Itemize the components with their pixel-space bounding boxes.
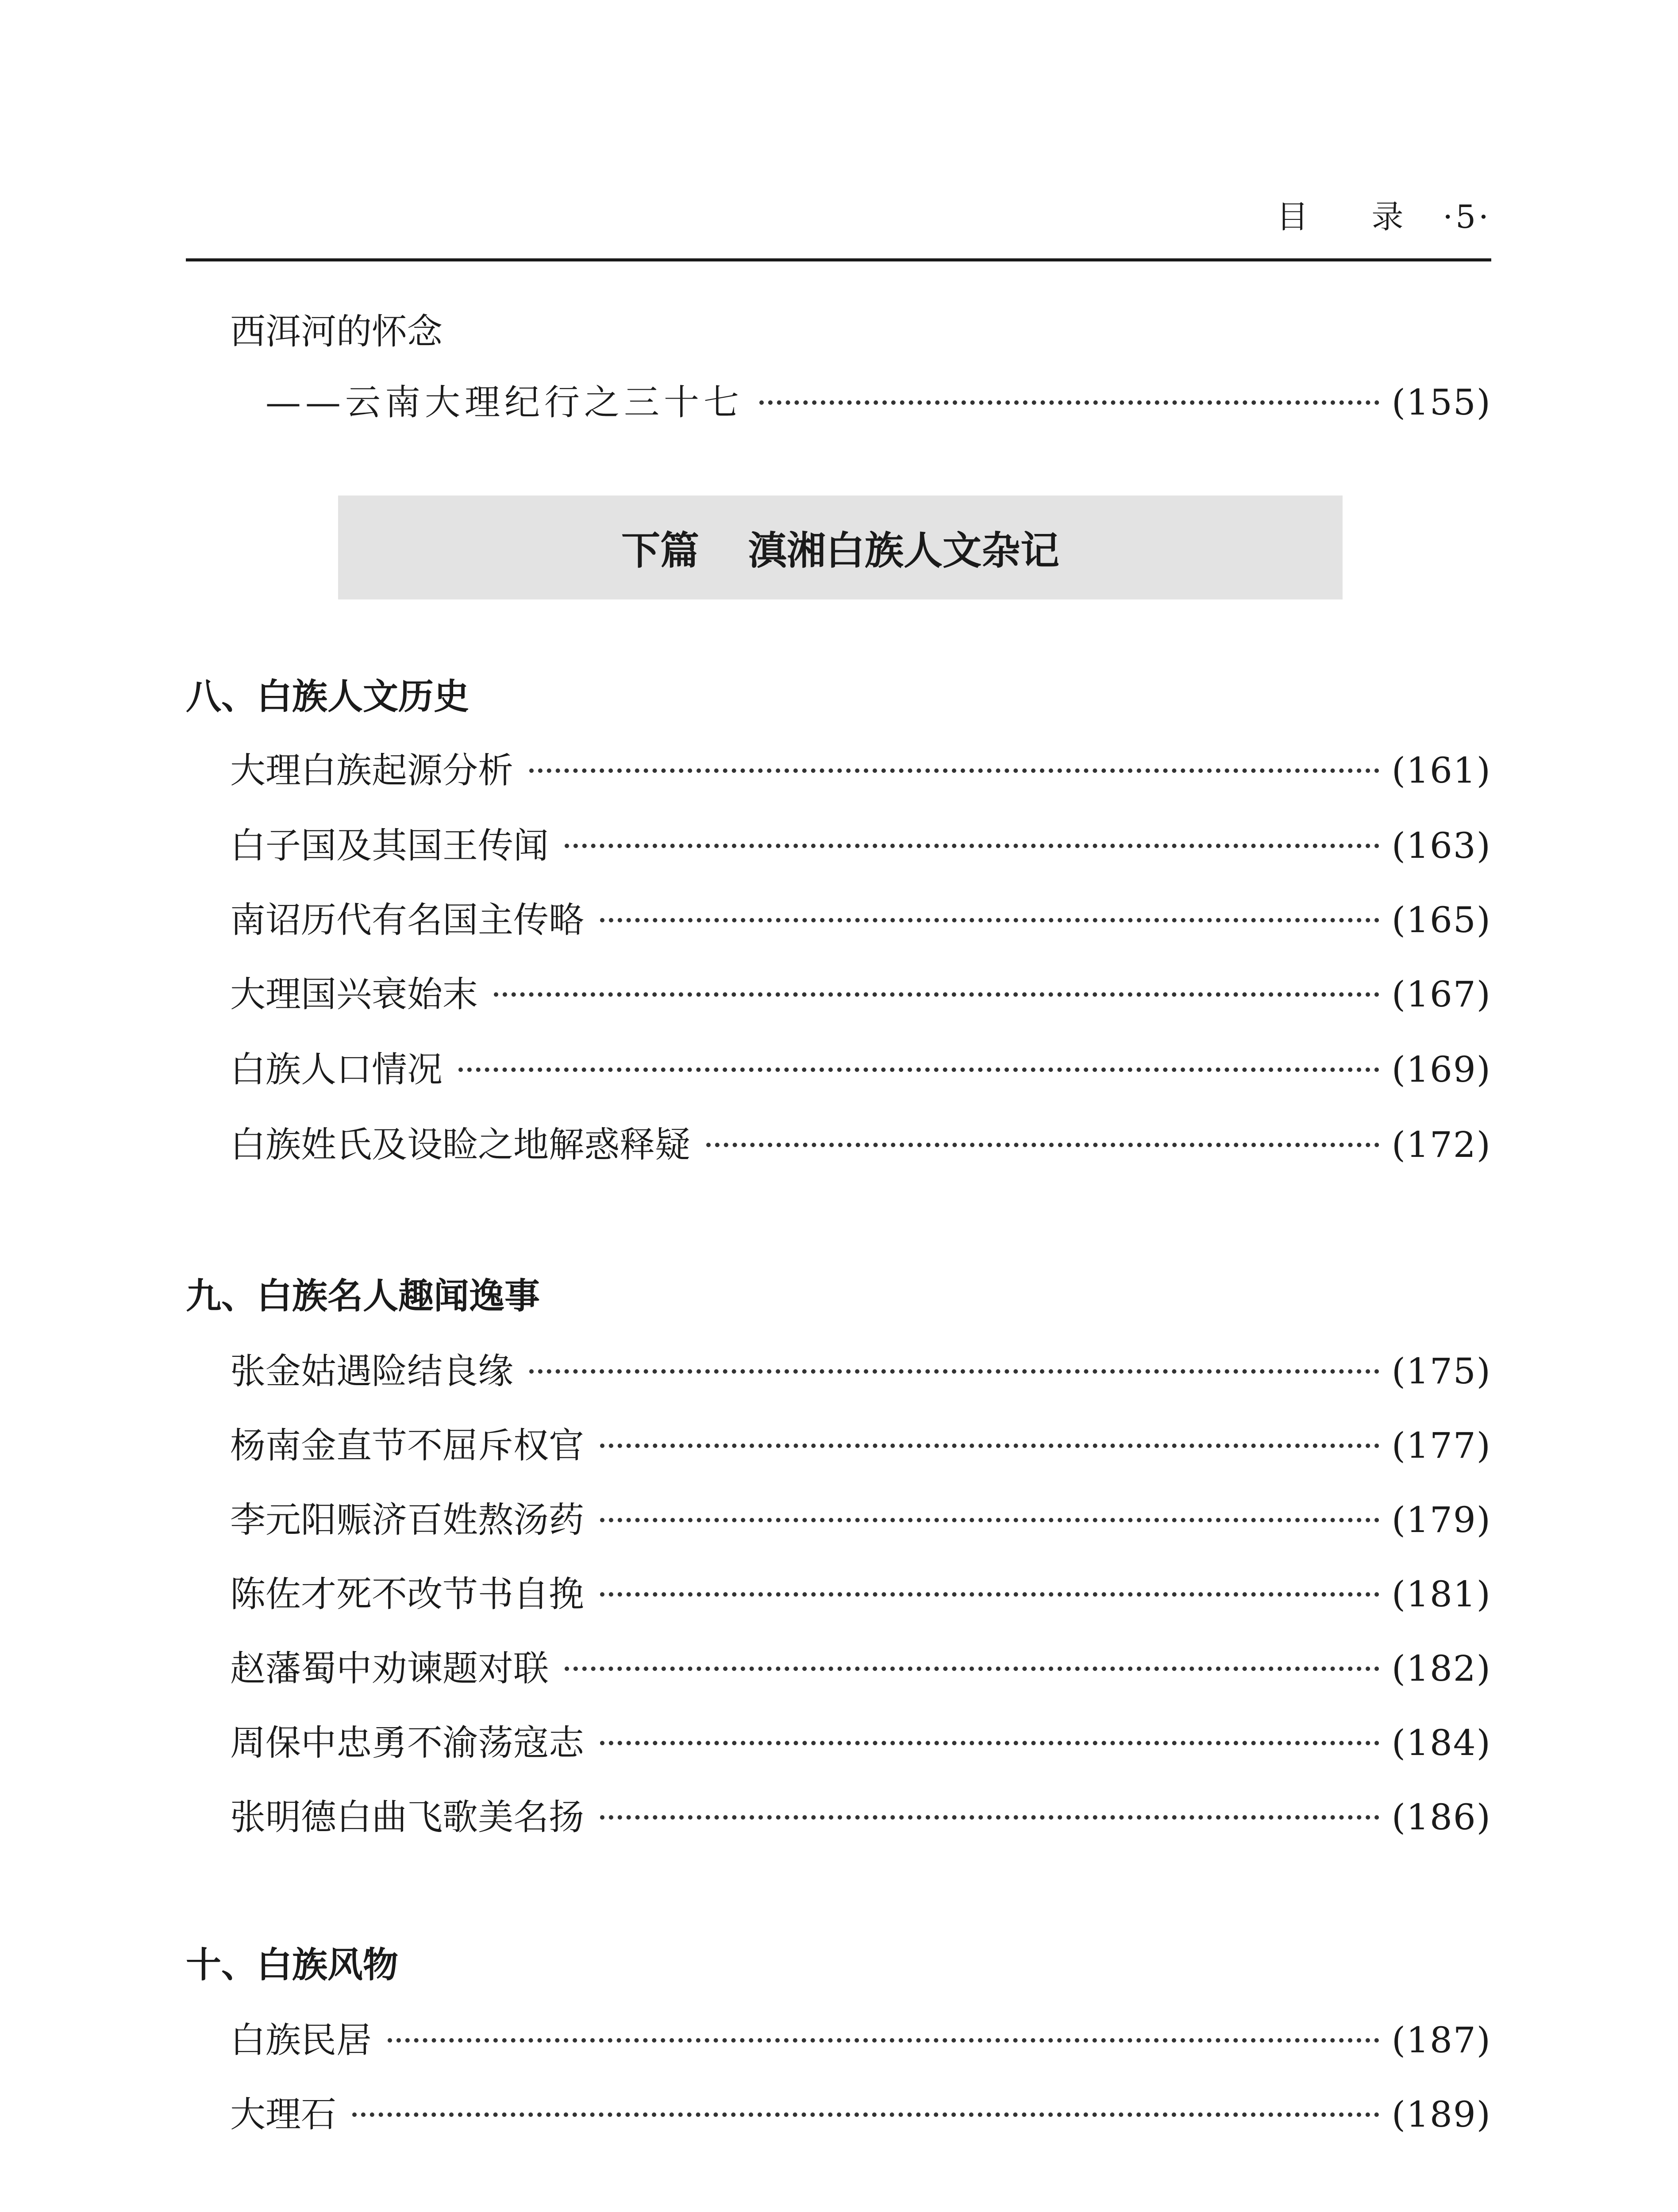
dot-leader — [600, 918, 1379, 922]
toc-page-number: (179) — [1391, 1499, 1491, 1540]
toc-entry[interactable] — [230, 2014, 1491, 2067]
toc-page-number: (189) — [1391, 2094, 1491, 2135]
header-title: 目 录 — [1276, 198, 1430, 235]
toc-entry-title: 张明德白曲飞歌美名扬 — [230, 1797, 584, 1838]
toc-entry-title: 大理国兴衰始末 — [230, 974, 478, 1015]
toc-entry[interactable] — [230, 1345, 1491, 1398]
section-heading: 八、白族人文历史 — [186, 676, 469, 717]
part-label: 下篇 — [621, 527, 699, 573]
toc-entry-title: 白子国及其国王传闻 — [230, 825, 549, 866]
running-header — [0, 195, 1491, 239]
toc-entry[interactable] — [230, 744, 1491, 797]
toc-entry[interactable] — [230, 1568, 1491, 1621]
header-page-number: ·5· — [1443, 198, 1491, 235]
toc-entry[interactable] — [230, 1419, 1491, 1472]
dot-leader — [600, 1518, 1379, 1522]
dot-leader — [600, 1815, 1379, 1820]
dot-leader — [706, 1143, 1379, 1147]
toc-entry-title: 赵藩蜀中劝谏题对联 — [230, 1648, 549, 1689]
toc-entry-title: 南诏历代有名国主传略 — [230, 899, 584, 941]
toc-entry[interactable] — [230, 1642, 1491, 1695]
dot-leader — [600, 1444, 1379, 1448]
dot-leader — [529, 1369, 1379, 1374]
toc-page-number: (181) — [1391, 1574, 1491, 1615]
toc-entry[interactable] — [230, 968, 1491, 1021]
dot-leader — [759, 400, 1379, 405]
toc-entry-title: 大理石 — [230, 2094, 336, 2135]
dot-leader — [600, 1592, 1379, 1597]
toc-entry-title: 张金姑遇险结良缘 — [230, 1351, 513, 1392]
toc-page-number: (165) — [1391, 899, 1491, 941]
dot-leader — [565, 1667, 1379, 1671]
toc-entry-title: 陈佐才死不改节书自挽 — [230, 1574, 584, 1615]
section-heading: 十、白族风物 — [186, 1944, 398, 1985]
dot-leader — [494, 992, 1379, 997]
toc-entry[interactable] — [230, 2088, 1491, 2141]
dot-leader — [352, 2112, 1379, 2117]
toc-page-number: (163) — [1391, 825, 1491, 866]
toc-entry-title[interactable]: 西洱河的怀念 — [230, 311, 443, 352]
toc-page-number: (177) — [1391, 1425, 1491, 1466]
toc-page-number: (169) — [1391, 1049, 1491, 1090]
dot-leader — [565, 844, 1379, 848]
toc-page-number: (187) — [1391, 2020, 1491, 2061]
toc-page-number: (182) — [1391, 1648, 1491, 1689]
toc-entry[interactable] — [230, 819, 1491, 872]
dot-leader — [600, 1741, 1379, 1745]
toc-entry[interactable] — [230, 1118, 1491, 1171]
dot-leader — [458, 1068, 1379, 1072]
toc-entry[interactable] — [230, 1717, 1491, 1770]
toc-entry[interactable] — [230, 894, 1491, 947]
toc-page-number: (186) — [1391, 1797, 1491, 1838]
toc-page-number: (167) — [1391, 974, 1491, 1015]
header-rule — [186, 258, 1491, 261]
part-title: 滇湘白族人文杂记 — [748, 527, 1060, 573]
toc-entry-subtitle: ——云南大理纪行之三十七 — [266, 382, 743, 423]
part-banner — [338, 495, 1343, 599]
toc-entry-title: 周保中忠勇不渝荡寇志 — [230, 1722, 584, 1763]
toc-entry-title: 大理白族起源分析 — [230, 750, 513, 791]
toc-entry[interactable] — [230, 1043, 1491, 1096]
toc-page-number: (155) — [1391, 382, 1491, 423]
toc-page-number: (175) — [1391, 1351, 1491, 1392]
toc-entry-title: 李元阳赈济百姓熬汤药 — [230, 1499, 584, 1540]
toc-entry[interactable] — [230, 1494, 1491, 1547]
toc-entry-subtitle-line[interactable] — [266, 376, 1491, 429]
toc-entry-title: 白族人口情况 — [230, 1049, 443, 1090]
toc-entry-title: 白族姓氏及设睑之地解惑释疑 — [230, 1124, 690, 1165]
toc-entry-title: 白族民居 — [230, 2020, 372, 2061]
section-heading: 九、白族名人趣闻逸事 — [186, 1275, 540, 1317]
toc-page-number: (184) — [1391, 1722, 1491, 1763]
dot-leader — [388, 2038, 1379, 2043]
toc-page-number: (161) — [1391, 750, 1491, 791]
toc-entry-title: 杨南金直节不屈斥权官 — [230, 1425, 584, 1466]
toc-page-number: (172) — [1391, 1124, 1491, 1165]
toc-entry[interactable] — [230, 1791, 1491, 1844]
dot-leader — [529, 768, 1379, 773]
